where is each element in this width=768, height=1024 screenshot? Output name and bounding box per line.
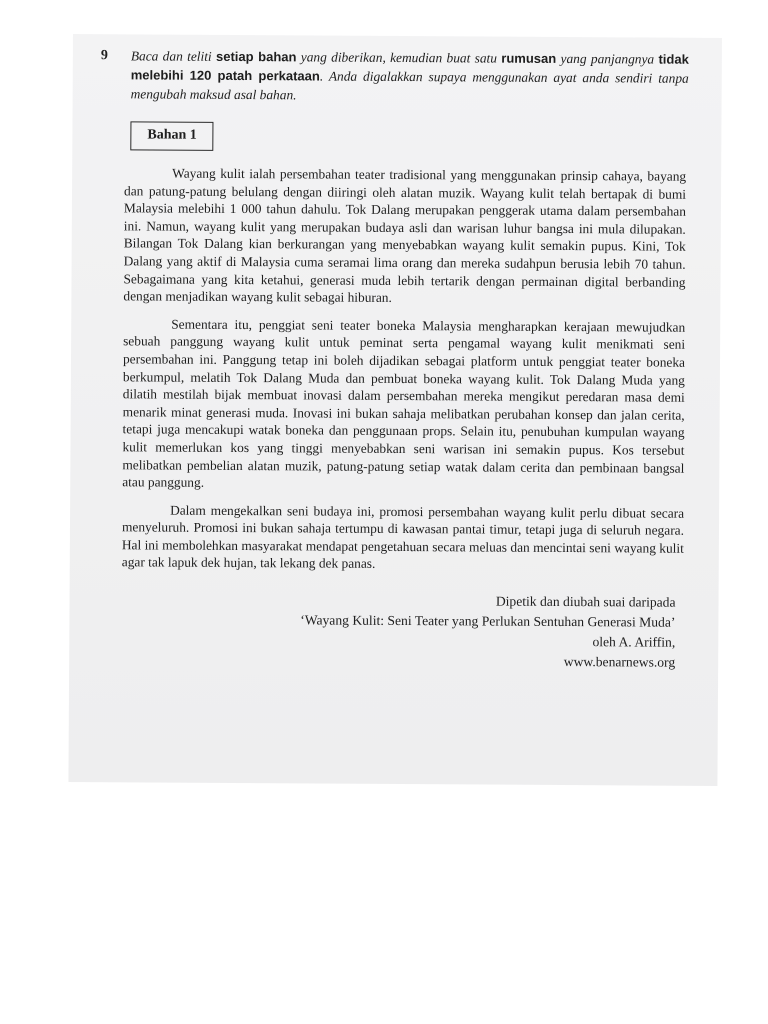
document-content xyxy=(97,46,689,673)
emphasis-rumusan: rumusan xyxy=(501,50,557,66)
question-number: 9 xyxy=(100,48,108,64)
scanned-page xyxy=(68,34,722,786)
question-text: Baca dan teliti setiap bahan yang diberikan, kemudian buat satu rumusan yang panjangnya tidak melebihi 120 patah perkataan. Anda digalakkan supaya menggunakan ayat anda sendiri tanpa mengubah maksud asal bahan. xyxy=(130,48,689,103)
source-line-url: www.benarnews.org xyxy=(563,654,676,670)
question-instruction xyxy=(101,46,689,107)
passage-paragraph-1: Wayang kulit ialah persembahan teater tradisional yang menggunakan prinsip cahaya, bayang dan patung-patung belulang dengan diiringi oleh alatan muzik. Wayang kulit telah bertapak di bumi Malaysia melebihi 1 000 tahun dahulu. Tok Dalang merupakan penggerak utama dalam persembahan ini. Namun, wayang kulit yang merupakan budaya asli dan warisan luhur bangsa ini mula dilupakan. Bilangan Tok Dalang kian berkurangan yang menyebabkan wayang kulit semakin pupus. Kini, Tok Dalang yang aktif di Malaysia cuma seramai lima orang dan mereka sudahpun berusia lebih 70 tahun. Sebagaimana yang kita ketahui, generasi muda lebih tertarik dengan permainan digital berbanding dengan menjadikan wayang kulit sebagai hiburan. xyxy=(123,165,687,306)
source-line-title: ‘Wayang Kulit: Seni Teater yang Perlukan Sentuhan Generasi Muda’ xyxy=(300,612,676,630)
passage xyxy=(121,164,686,672)
passage-paragraph-2: Sementara itu, penggiat seni teater boneka Malaysia mengharapkan kerajaan mewujudkan sebuah panggung wayang kulit untuk peminat serta pengamal wayang kulit menikmati seni persembahan ini. Panggung tetap ini boleh dijadikan sebagai platform untuk penggiat teater boneka berkumpul, melatih Tok Dalang Muda dan pembuat boneka wayang kulit. Tok Dalang Muda yang dilatih mestilah bijak membuat inovasi dalam persembahan mereka mengikut peredaran masa demi menarik minat generasi muda. Inovasi ini bukan sahaja melibatkan perubahan konsep dan jalan cerita, tetapi juga mencakupi watak boneka dan penggunaan props. Selain itu, penubuhan kumpulan wayang kulit memerlukan kos yang tinggi menyebabkan seni warisan ini semakin pupus. Kos tersebut melibatkan pembelian alatan muzik, patung-patung setiap watak dalam cerita dan pembinaan bangsal atau panggung. xyxy=(122,316,686,490)
source-line-author: oleh A. Ariffin, xyxy=(592,634,676,650)
bahan-label: Bahan 1 xyxy=(130,121,214,151)
emphasis-setiap-bahan: setiap bahan xyxy=(215,48,297,65)
source-citation xyxy=(121,589,683,672)
passage-paragraph-3: Dalam mengekalkan seni budaya ini, promosi persembahan wayang kulit perlu dibuat secara menyeluruh. Promosi ini bukan sahaja tertumpu di kawasan pantai timur, tetapi juga di seluruh negara. Hal ini membolehkan masyarakat mendapat pengetahuan secara meluas dan mencintai seni wayang kulit agar tak lapuk dek hujan, tak lekang dek panas. xyxy=(121,502,685,572)
source-line-adapted: Dipetik dan diubah suai daripada xyxy=(495,593,676,610)
emphasis-word-limit: tidak melebihi 120 patah perkataan xyxy=(130,51,689,84)
